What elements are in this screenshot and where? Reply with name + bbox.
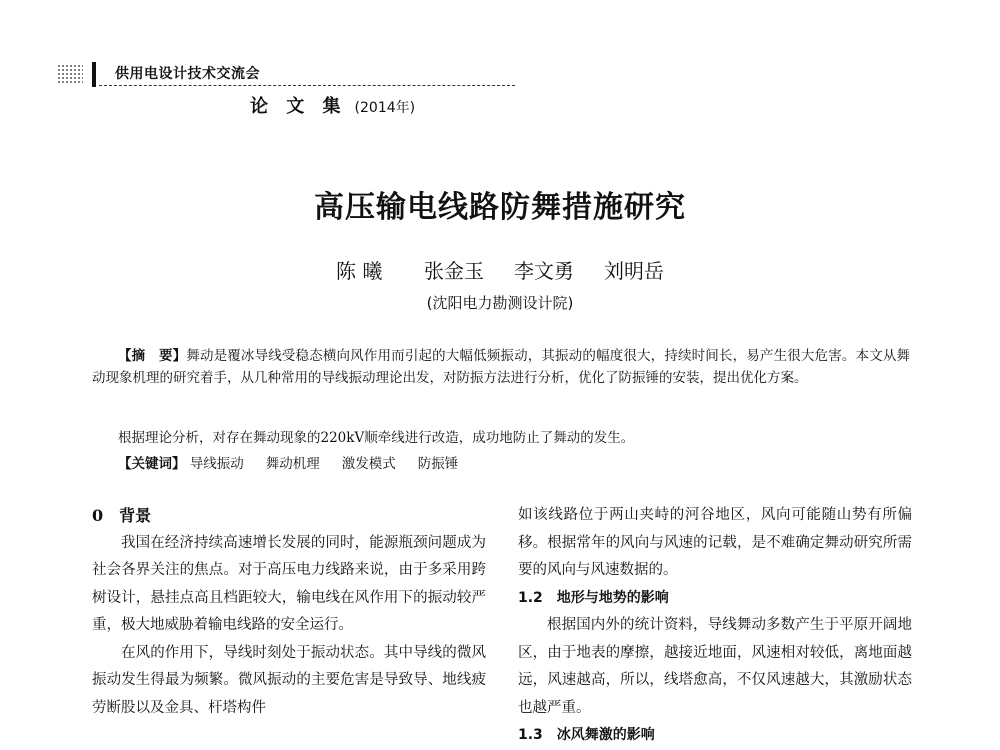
- body-paragraph: 如该线路位于两山夹峙的河谷地区，风向可能随山势有所偏移。根据常年的风向与风速的记载，是不难确定舞动研究所需要的风向与风速数据的。: [518, 507, 912, 578]
- collection-year: (2014年): [354, 100, 416, 116]
- body-right-column: [518, 502, 912, 750]
- keyword: 舞动机理: [265, 456, 320, 472]
- subsection-heading: 1.3 冰风舞激的影响: [518, 727, 655, 743]
- keyword: 激发模式: [341, 456, 396, 472]
- abstract-paragraph-2: 根据理论分析，对存在舞动现象的220kV顺牵线进行改造，成功地防止了舞动的发生。: [118, 430, 635, 446]
- collection-label: [250, 92, 415, 118]
- keyword: 导线振动: [189, 456, 244, 472]
- abstract-label: 【摘 要】: [118, 348, 187, 364]
- author-name: 张金玉: [424, 259, 484, 283]
- body-paragraph: 在风的作用下，导线时刻处于振动状态。其中导线的微风振动发生得最为频繁。微风振动的主要危害是导致导、地线疲劳断股以及金具、杆塔构件: [92, 644, 486, 716]
- author-name: 陈 曦: [336, 259, 383, 283]
- dot-pattern-decoration: [57, 64, 83, 84]
- abstract-text: 舞动是覆冰导线受稳态横向风作用而引起的大幅低频振动，其振动的幅度很大，持续时间长，易产生很大危害。本文从舞动现象机理的研究着手，从几种常用的导线振动理论出发，对防振方法进行分析，优化了防振锤的安装，提出优化方案。: [92, 348, 911, 386]
- author-name: 李文勇: [514, 259, 574, 283]
- journal-header: [57, 60, 515, 90]
- header-dashed-rule: [99, 85, 515, 86]
- affiliation: (沈阳电力勘测设计院): [426, 294, 574, 312]
- collection-word: 论 文 集: [250, 96, 347, 117]
- paper-title: 高压输电线路防舞措施研究: [314, 190, 686, 225]
- keywords-label: 【关键词】: [118, 456, 186, 472]
- keywords-line: [92, 453, 910, 475]
- keyword: 防振锤: [417, 456, 459, 472]
- author-name: 刘明岳: [604, 259, 664, 283]
- body-paragraph: 根据国内外的统计资料，导线舞动多数产生于平原开阔地区，由于地表的摩擦，越接近地面，风速相对较低，离地面越远，风速越高，所以，线塔愈高，不仅风速越大，其激励状态也越严重。: [518, 617, 912, 716]
- subsection-heading: 1.2 地形与地势的影响: [518, 589, 669, 606]
- body-left-column: [92, 502, 486, 722]
- header-bar-mark: [92, 62, 96, 87]
- conference-name: 供用电设计技术交流会: [115, 66, 260, 82]
- abstract-paragraph: [92, 345, 910, 389]
- author-list: [300, 255, 700, 283]
- section-heading: 0 背景: [92, 506, 152, 525]
- body-paragraph: 我国在经济持续高速增长发展的同时，能源瓶颈问题成为社会各界关注的焦点。对于高压电力线路来说，由于多采用跨树设计，悬挂点高且档距较大，输电线在风作用下的振动较严重，极大地威胁着输电线路的安全运行。: [92, 534, 486, 633]
